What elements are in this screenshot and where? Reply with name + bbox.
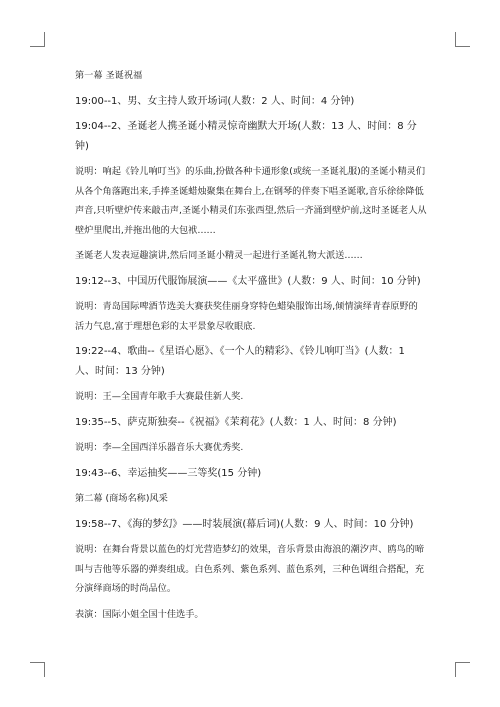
act-heading: 第二幕 (商场名称)风采 bbox=[75, 493, 168, 504]
item-description: 说明：青岛国际啤酒节选美大赛获奖佳丽身穿特色蜡染服饰出场,倾情演绎青春原野的活力气息,富于理想色彩的太平景象尽收眼底. bbox=[75, 301, 418, 332]
document-body bbox=[75, 66, 427, 630]
act-heading: 第一幕 圣诞祝福 bbox=[75, 70, 143, 81]
program-item: 19:35--5、萨克斯独奏--《祝福》《茉莉花》(人数：1 人、时间：8 分钟) bbox=[75, 416, 397, 428]
crop-mark-top-right bbox=[455, 32, 470, 47]
crop-mark-bottom-right bbox=[455, 662, 470, 677]
program-item: 19:22--4、歌曲--《星语心愿》、《一个人的精彩》、《铃儿响叮当》(人数：1 人、时间：13 分钟) bbox=[75, 346, 405, 377]
item-description: 说明：在舞台背景以蓝色的灯光营造梦幻的效果，音乐背景由海浪的潮汐声、鸥鸟的啼叫与吉他等乐器的弹奏组成。白色系列、紫色系列、蓝色系列，三种色调组合搭配，充分演绎商场的时尚品位。 bbox=[75, 544, 425, 594]
item-description: 说明：响起《铃儿响叮当》的乐曲,扮做各种卡通形象(或统一圣诞礼服)的圣诞小精灵们从各个角落跑出来,手捧圣诞蜡烛聚集在舞台上,在钢琴的伴奏下唱圣诞歌,音乐徐徐降低声音,只听壁炉传来敲击声,圣诞小精灵们东张西望,然后一齐涌到壁炉前,这时圣诞老人从壁炉里爬出,并拖出他的大包袱…… bbox=[75, 166, 427, 236]
item-description: 圣诞老人发表逗趣演讲,然后同圣诞小精灵一起进行圣诞礼物大派送…… bbox=[75, 250, 363, 261]
item-description: 说明：王—全国青年歌手大赛最佳新人奖. bbox=[75, 391, 244, 402]
program-item: 19:43--6、幸运抽奖——三等奖(15 分钟) bbox=[75, 467, 262, 479]
crop-mark-top-left bbox=[30, 32, 45, 47]
program-item: 19:00--1、男、女主持人致开场词(人数：2 人、时间：4 分钟) bbox=[75, 95, 355, 107]
crop-mark-bottom-left bbox=[30, 662, 45, 677]
performers-note: 表演：国际小姐全国十佳选手。 bbox=[75, 608, 204, 620]
program-item: 19:12--3、中国历代服饰展演——《太平盛世》(人数：9 人、时间：10 分钟) bbox=[75, 275, 421, 287]
program-item: 19:58--7、《海的梦幻》——时装展演(幕后词)(人数：9 人、时间：10 分钟) bbox=[75, 518, 414, 530]
program-item: 19:04--2、圣诞老人携圣诞小精灵惊奇幽默大开场(人数：13 人、时间：8 分钟) bbox=[75, 121, 417, 152]
item-description: 说明：李—全国西洋乐器音乐大赛优秀奖. bbox=[75, 442, 244, 453]
